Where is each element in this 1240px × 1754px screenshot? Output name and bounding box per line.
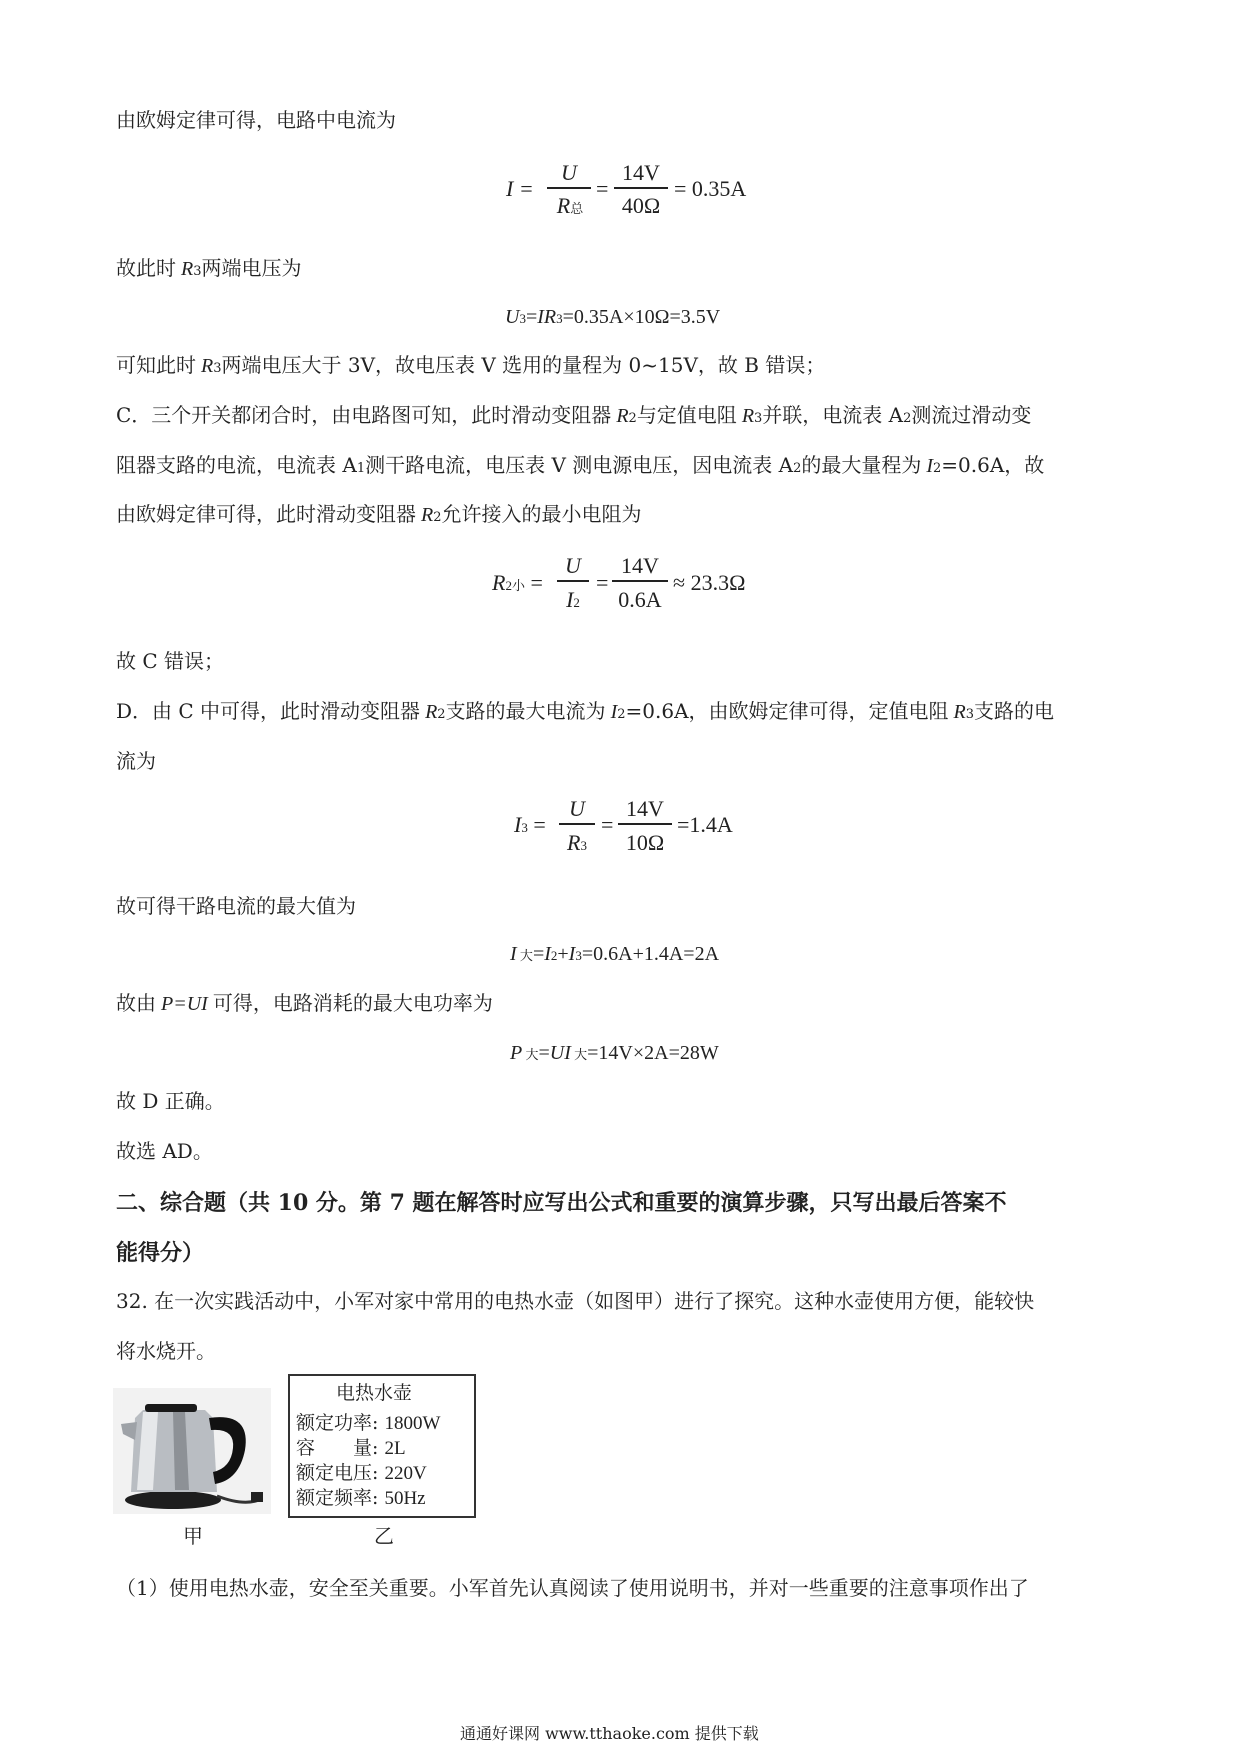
text-line: 可知此时 R3两端电压大于 3V，故电压表 V 选用的量程为 0~15V，故 B 错误； — [116, 353, 826, 377]
text-line: 由欧姆定律可得，电路中电流为 — [116, 108, 396, 132]
page-footer: 通通好课网 www.tthaoke.com 提供下载 — [460, 1724, 759, 1743]
text-line: 故选 AD。 — [116, 1139, 213, 1163]
text-line: 流为 — [116, 749, 156, 773]
text-line: D．由 C 中可得，此时滑动变阻器 R2支路的最大电流为 I2=0.6A，由欧姆定律可得，定值电阻 R3支路的电 — [116, 699, 1055, 723]
subquestion-text: （1）使用电热水壶，安全至关重要。小军首先认真阅读了使用说明书，并对一些重要的注意事项作出了 — [116, 1576, 1029, 1600]
text-line: C．三个开关都闭合时，由电路图可知，此时滑动变阻器 R2与定值电阻 R3并联，电流表 A2测流过滑动变 — [116, 403, 1032, 427]
equation-p-max: P 大=UI 大=14V×2A=28W — [510, 1042, 719, 1064]
figure-caption-a: 甲 — [183, 1524, 203, 1548]
section-heading-cont: 能得分） — [116, 1240, 205, 1266]
text-line: 故由 P=UI 可得，电路消耗的最大电功率为 — [116, 991, 493, 1015]
section-heading: 二、综合题（共 10 分。第 7 题在解答时应写出公式和重要的演算步骤，只写出最后答案不 — [116, 1190, 1007, 1216]
equation-i-max: I 大=I2+I3=0.6A+1.4A=2A — [510, 943, 720, 965]
figure-caption-b: 乙 — [374, 1524, 394, 1548]
text-line: 由欧姆定律可得，此时滑动变阻器 R2允许接入的最小电阻为 — [116, 502, 642, 526]
question-text-cont: 将水烧开。 — [116, 1339, 216, 1363]
text-line: 故可得干路电流的最大值为 — [116, 894, 356, 918]
nameplate-title: 电热水壶 — [336, 1382, 413, 1404]
nameplate-row: 容 量: 2L — [296, 1437, 406, 1459]
kettle-nameplate — [288, 1374, 476, 1518]
nameplate-row: 额定电压: 220V — [296, 1462, 427, 1484]
text-line: 故 D 正确。 — [116, 1089, 225, 1113]
kettle-photo — [113, 1388, 271, 1514]
text-line: 阻器支路的电流，电流表 A1测干路电流，电压表 V 测电源电压，因电流表 A2的最大量程为 I2=0.6A，故 — [116, 453, 1045, 477]
text-line: 故 C 错误； — [116, 649, 225, 673]
nameplate-row: 额定功率: 1800W — [296, 1412, 441, 1434]
equation-u3: U3=IR3=0.35A×10Ω=3.5V — [505, 306, 721, 328]
nameplate-row: 额定频率: 50Hz — [296, 1487, 426, 1509]
text-line: 故此时 R3两端电压为 — [116, 256, 302, 280]
question-text: 32. 在一次实践活动中，小军对家中常用的电热水壶（如图甲）进行了探究。这种水壶使用方便，能较快 — [116, 1289, 1035, 1313]
